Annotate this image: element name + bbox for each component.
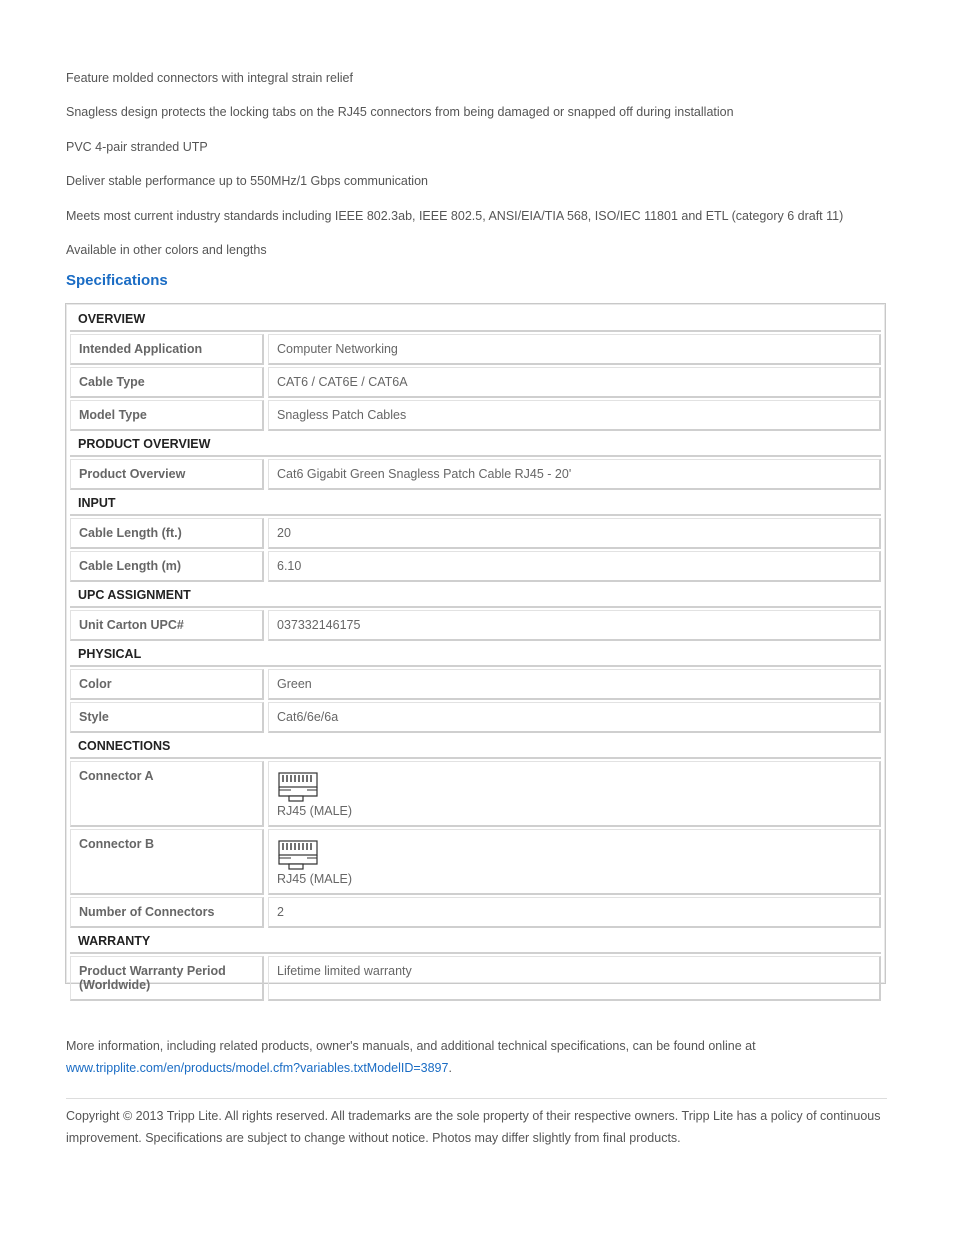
feature-list	[66, 70, 906, 276]
connector-type: RJ45 (MALE)	[277, 872, 353, 886]
row-label: Connector B	[70, 829, 264, 895]
section-upc-assignment: UPC ASSIGNMENT	[70, 584, 881, 608]
row-value: Lifetime limited warranty	[268, 956, 881, 1001]
feature-item: Meets most current industry standards including IEEE 802.3ab, IEEE 802.5, ANSI/EIA/TIA 568, ISO/IEC 11801 and ETL (category 6 draft 11)	[66, 208, 844, 223]
feature-item: Deliver stable performance up to 550MHz/1 Gbps communication	[66, 174, 428, 189]
row-label: Intended Application	[70, 334, 264, 365]
row-label: Cable Type	[70, 367, 264, 398]
row-value	[268, 761, 881, 827]
copyright-text: Copyright © 2013 Tripp Lite. All rights reserved. All trademarks are the sole property of their respective owners. Tripp Lite has a policy of continuous improvement. Specifications are subject to change without notice. Photos may differ slightly from final products.	[66, 1109, 881, 1145]
table-row	[70, 610, 881, 641]
link-suffix: .	[448, 1061, 452, 1075]
table-row	[70, 897, 881, 928]
row-label: Connector A	[70, 761, 264, 827]
table-row	[70, 702, 881, 733]
row-label: Unit Carton UPC#	[70, 610, 264, 641]
table-row	[70, 551, 881, 582]
table-row	[70, 367, 881, 398]
section-physical: PHYSICAL	[70, 643, 881, 667]
specifications-table	[65, 303, 886, 992]
row-value: 20	[268, 518, 881, 549]
row-label: Number of Connectors	[70, 897, 264, 928]
feature-item: Available in other colors and lengths	[66, 242, 267, 257]
row-value: 6.10	[268, 551, 881, 582]
rj45-connector-icon	[277, 772, 319, 802]
table-row	[70, 400, 881, 431]
more-info-text	[66, 1035, 896, 1079]
connector-type: RJ45 (MALE)	[277, 804, 353, 818]
row-label: Cable Length (ft.)	[70, 518, 264, 549]
row-value: Computer Networking	[268, 334, 881, 365]
row-label: Product Overview	[70, 459, 264, 490]
table-row	[70, 459, 881, 490]
row-label: Color	[70, 669, 264, 700]
feature-item: Feature molded connectors with integral strain relief	[66, 71, 353, 85]
more-info-label: More information, including related products, owner's manuals, and additional technical specifications, can be found online at	[66, 1039, 756, 1053]
table-row	[70, 334, 881, 365]
table-row	[70, 829, 881, 895]
row-label: Product Warranty Period (Worldwide)	[70, 956, 264, 1001]
row-value: Cat6 Gigabit Green Snagless Patch Cable RJ45 - 20'	[268, 459, 881, 490]
section-product-overview: PRODUCT OVERVIEW	[70, 433, 881, 457]
row-value: 2	[268, 897, 881, 928]
footer-divider	[66, 1098, 887, 1099]
row-label: Cable Length (m)	[70, 551, 264, 582]
row-value: Green	[268, 669, 881, 700]
table-row	[70, 669, 881, 700]
row-value: CAT6 / CAT6E / CAT6A	[268, 367, 881, 398]
section-input: INPUT	[70, 492, 881, 516]
row-value: 037332146175	[268, 610, 881, 641]
row-value: Snagless Patch Cables	[268, 400, 881, 431]
section-overview: OVERVIEW	[70, 308, 881, 332]
specifications-heading: Specifications	[66, 272, 168, 289]
rj45-connector-icon	[277, 840, 319, 870]
table-row	[70, 956, 881, 1001]
table-row	[70, 761, 881, 827]
row-value	[268, 829, 881, 895]
section-warranty: WARRANTY	[70, 930, 881, 954]
row-label: Style	[70, 702, 264, 733]
row-value: Cat6/6e/6a	[268, 702, 881, 733]
row-label: Model Type	[70, 400, 264, 431]
product-page-link[interactable]: www.tripplite.com/en/products/model.cfm?variables.txtModelID=3897	[66, 1061, 449, 1075]
section-connections: CONNECTIONS	[70, 735, 881, 759]
feature-item: Snagless design protects the locking tabs on the RJ45 connectors from being damaged or snapped off during installation	[66, 105, 734, 120]
table-row	[70, 518, 881, 549]
feature-item: PVC 4-pair stranded UTP	[66, 139, 208, 154]
